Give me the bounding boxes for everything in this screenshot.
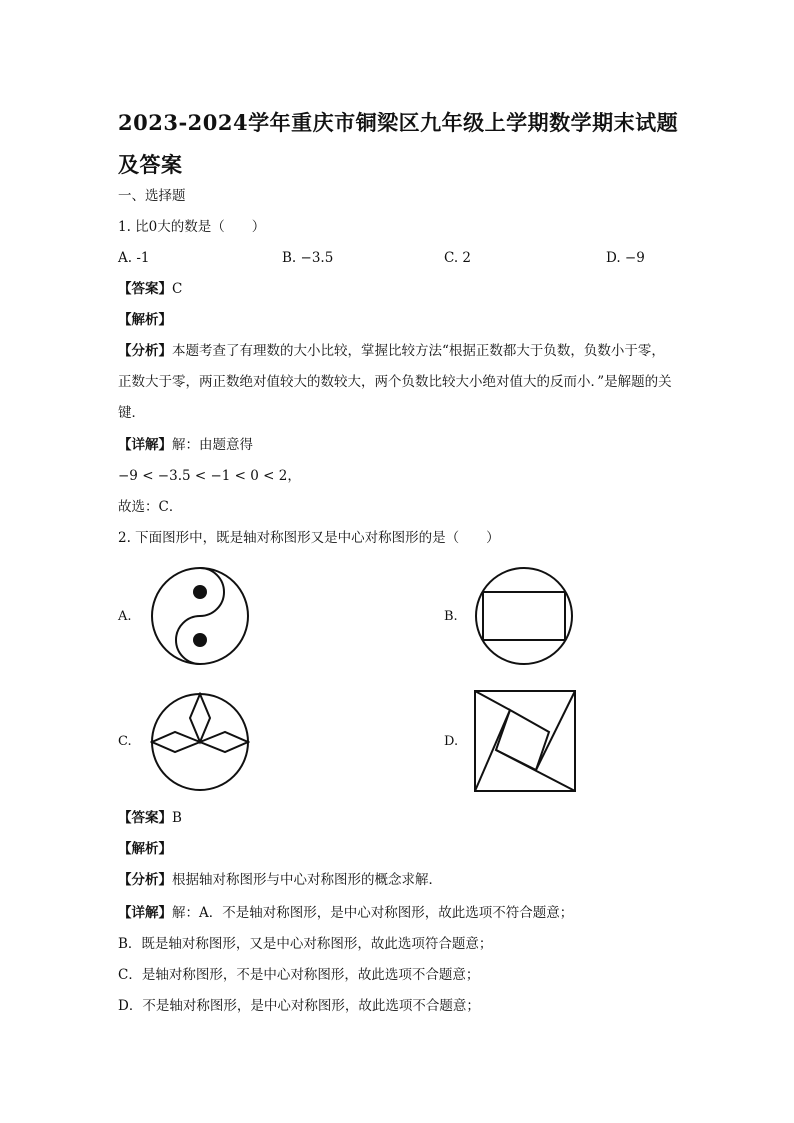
fenxi-tag: 【分析】 [118, 343, 172, 359]
fenxi-tag: 【分析】 [118, 872, 172, 888]
q1-conclusion: 故选：C． [118, 499, 183, 515]
q2-fenxi [118, 870, 442, 890]
circle-rhombus-figure [150, 692, 250, 792]
q2-label-b: B. [444, 609, 458, 624]
xiangjie-text: 解：由题意得 [172, 437, 253, 453]
q1-xiangjie [118, 435, 253, 455]
q1-option-b: B. −3.5 [282, 250, 334, 266]
xiangjie-tag: 【详解】 [118, 905, 172, 921]
circle-rectangle-figure [474, 566, 574, 666]
answer-value: B [172, 810, 182, 826]
analysis-tag: 【解析】 [118, 312, 172, 328]
document-title: 2023-2024学年重庆市铜梁区九年级上学期数学期末试题及答案 [118, 110, 679, 177]
answer-tag: 【答案】 [118, 281, 172, 297]
q2-line-c: C．是轴对称图形，不是中心对称图形，故此选项不合题意； [118, 967, 480, 983]
q2-xiangjie [118, 903, 573, 923]
q1-option-c: C. 2 [444, 250, 472, 266]
q1-stem: 1. 比0大的数是（ ） [118, 219, 266, 235]
q2-analysis-tag [118, 839, 172, 859]
q1-inequality: −9 < −3.5 < −1 < 0 < 2， [118, 468, 301, 484]
xiangjie-tag: 【详解】 [118, 437, 172, 453]
section-heading: 一、选择题 [118, 188, 186, 204]
q1-option-a: A. -1 [118, 250, 150, 266]
square-pinwheel-figure [474, 690, 576, 792]
q1-option-d: D. −9 [606, 250, 645, 266]
q2-answer [118, 808, 182, 828]
yin-yang-figure [150, 566, 250, 666]
q1-analysis-tag [118, 310, 172, 330]
answer-tag: 【答案】 [118, 810, 172, 826]
q2-label-d: D. [444, 734, 459, 749]
xiangjie-text: 解：A．不是轴对称图形，是中心对称图形，故此选项不符合题意； [172, 905, 574, 921]
fenxi-text: 根据轴对称图形与中心对称图形的概念求解． [172, 872, 442, 888]
q2-stem: 2. 下面图形中，既是轴对称图形又是中心对称图形的是（ ） [118, 530, 500, 546]
analysis-tag: 【解析】 [118, 841, 172, 857]
q1-fenxi [118, 336, 678, 429]
q1-answer [118, 279, 182, 299]
q2-label-c: C. [118, 734, 132, 749]
q2-line-b: B．既是轴对称图形，又是中心对称图形，故此选项符合题意； [118, 936, 493, 952]
q2-line-d: D．不是轴对称图形，是中心对称图形，故此选项不合题意； [118, 998, 480, 1014]
fenxi-text: 本题考查了有理数的大小比较，掌握比较方法“根据正数都大于负数，负数小于零，正数大于零，两正数绝对值较大的数较大，两个负数比较大小绝对值大的反而小．”是解题的关键． [118, 343, 672, 421]
q2-label-a: A. [118, 609, 132, 624]
answer-value: C [172, 281, 183, 297]
